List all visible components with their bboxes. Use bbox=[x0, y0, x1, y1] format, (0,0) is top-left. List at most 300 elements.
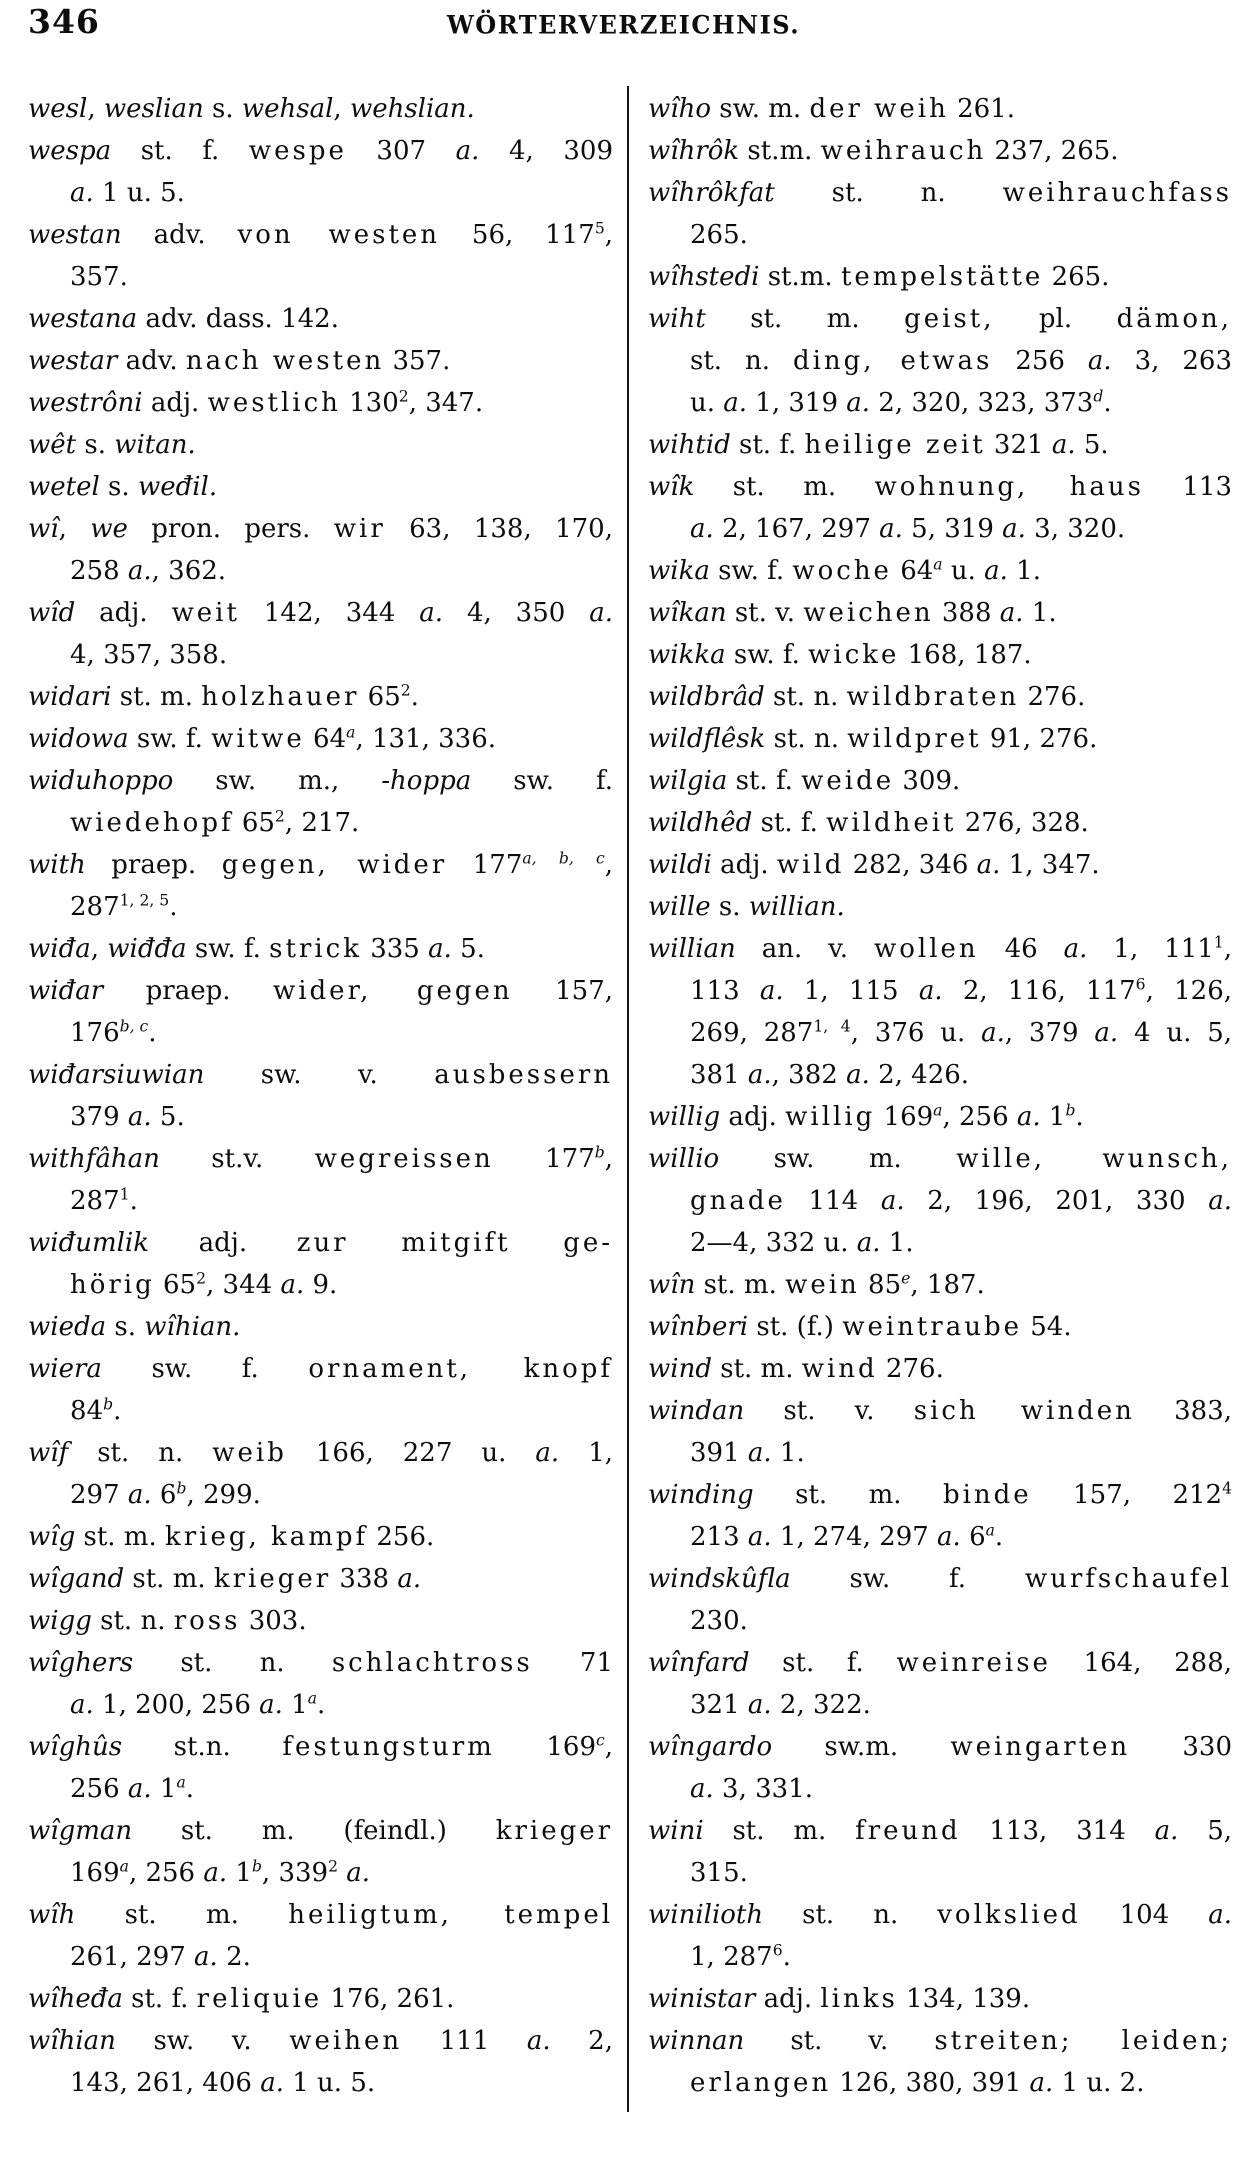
dictionary-entry bbox=[648, 466, 1232, 550]
entry-line bbox=[648, 1558, 1232, 1600]
gloss-spaced-text: ding, etwas bbox=[792, 346, 993, 376]
text-run: 256 bbox=[70, 1774, 128, 1804]
text-run: 4, 350 bbox=[443, 598, 590, 628]
text-run: s. bbox=[710, 892, 749, 922]
reference-superscript: c bbox=[596, 1731, 605, 1750]
text-run: 1 bbox=[151, 1774, 177, 1804]
text-run: 6 bbox=[151, 1480, 177, 1510]
headword: wîghûs bbox=[28, 1732, 123, 1762]
headword: a. bbox=[259, 1690, 283, 1720]
headword: a. bbox=[260, 2068, 284, 2098]
entry-line bbox=[28, 1684, 613, 1726]
reference-superscript: 2 bbox=[328, 1857, 338, 1876]
text-run: , bbox=[90, 934, 108, 964]
headword: a. bbox=[880, 1186, 905, 1216]
gloss-spaced-text: volkslied bbox=[937, 1900, 1081, 1930]
dictionary-entry bbox=[648, 592, 1232, 634]
text-run: s. bbox=[106, 1312, 145, 1342]
gloss-spaced-text: wildpret bbox=[847, 724, 982, 754]
headword: a. bbox=[918, 976, 943, 1006]
text-run: 157, 212 bbox=[1031, 1480, 1223, 1510]
dictionary-entry bbox=[648, 928, 1232, 1096]
entry-line bbox=[648, 1054, 1232, 1096]
headword: widowa bbox=[28, 724, 129, 754]
text-run: adj. bbox=[149, 1228, 297, 1258]
entry-line bbox=[28, 1264, 613, 1306]
text-run: pl. bbox=[994, 304, 1117, 334]
gloss-spaced-text: woche bbox=[792, 556, 892, 586]
text-run: 176, 261. bbox=[322, 1984, 455, 2014]
dictionary-entry bbox=[28, 214, 613, 298]
text-run: st. n. bbox=[764, 682, 847, 712]
text-run: 338 bbox=[331, 1564, 398, 1594]
headword: wiđar bbox=[28, 976, 104, 1006]
dictionary-entry bbox=[28, 1810, 613, 1894]
text-run: 4 u. 5, bbox=[1118, 1018, 1232, 1048]
text-run: sw. m., bbox=[173, 766, 382, 796]
text-run: pron. pers. bbox=[127, 514, 334, 544]
gloss-spaced-text: nach westen bbox=[185, 346, 385, 376]
text-run: 54. bbox=[1021, 1312, 1072, 1342]
dictionary-entry bbox=[28, 424, 613, 466]
gloss-spaced-text: geist, bbox=[904, 304, 995, 334]
text-run: st. n. bbox=[133, 1648, 332, 1678]
entry-line bbox=[28, 1138, 613, 1180]
gloss-spaced-text: gegen, wider bbox=[221, 850, 448, 880]
entry-line bbox=[28, 2020, 613, 2062]
dictionary-entry bbox=[648, 1894, 1232, 1978]
text-run: st. f. bbox=[752, 808, 827, 838]
dictionary-entry bbox=[28, 1726, 613, 1810]
headword: wiera bbox=[28, 1354, 102, 1384]
text-run: . bbox=[1103, 388, 1112, 418]
entry-line bbox=[28, 424, 613, 466]
entry-line bbox=[28, 1894, 613, 1936]
headword: wehslian. bbox=[349, 94, 475, 124]
text-run: 330 bbox=[1130, 1732, 1232, 1762]
text-run: st. m. bbox=[703, 1816, 856, 1846]
text-run: st. f. bbox=[111, 136, 249, 166]
gloss-spaced-text: dämon, bbox=[1116, 304, 1232, 334]
text-run: 5, 319 bbox=[902, 514, 1003, 544]
gloss-spaced-text: wicke bbox=[808, 640, 900, 670]
entry-line bbox=[28, 1222, 613, 1264]
dictionary-entry bbox=[648, 1558, 1232, 1642]
headword: wîh bbox=[28, 1900, 76, 1930]
dictionary-entry bbox=[648, 1810, 1232, 1894]
headword: wildhêd bbox=[648, 808, 753, 838]
headword: a. bbox=[999, 598, 1024, 628]
text-run: 64 bbox=[891, 556, 934, 586]
headword: wîgand bbox=[28, 1564, 125, 1594]
headword: a. bbox=[1016, 1102, 1041, 1132]
gloss-spaced-text: wegreissen bbox=[314, 1144, 494, 1174]
gloss-spaced-text: weichen bbox=[803, 598, 934, 628]
headword: a. bbox=[1087, 346, 1112, 376]
entry-line bbox=[28, 592, 613, 634]
text-run: u. bbox=[942, 556, 985, 586]
gloss-spaced-text: binde bbox=[942, 1480, 1032, 1510]
gloss-spaced-text: von westen bbox=[237, 220, 440, 250]
entry-line bbox=[648, 298, 1232, 340]
dictionary-entry bbox=[648, 802, 1232, 844]
headword: a. bbox=[690, 514, 714, 544]
gloss-spaced-text: tempelstätte bbox=[840, 262, 1044, 292]
entry-line bbox=[648, 718, 1232, 760]
text-run: sw. m. bbox=[719, 1144, 957, 1174]
text-run: sw. v. bbox=[204, 1060, 435, 1090]
text-run: , 339 bbox=[261, 1858, 329, 1888]
reference-superscript: a bbox=[346, 723, 356, 742]
reference-superscript: 6 bbox=[1135, 975, 1146, 994]
headword: weslian bbox=[103, 94, 204, 124]
dictionary-entry bbox=[648, 2020, 1232, 2104]
text-run: 6 bbox=[960, 1522, 986, 1552]
text-run: , 256 bbox=[942, 1102, 1017, 1132]
reference-superscript: 1, 2, 5 bbox=[119, 891, 170, 910]
entry-line bbox=[648, 424, 1232, 466]
headword: wildi bbox=[648, 850, 712, 880]
headword: a. bbox=[280, 1270, 305, 1300]
entry-line bbox=[648, 676, 1232, 718]
headword: wiđđa bbox=[107, 934, 187, 964]
text-run: 1, 200, 256 bbox=[93, 1690, 260, 1720]
text-run: , 379 bbox=[1004, 1018, 1095, 1048]
text-run: st. v. bbox=[726, 598, 804, 628]
entry-line bbox=[28, 298, 613, 340]
text-run: 5. bbox=[151, 1102, 185, 1132]
dictionary-entry bbox=[648, 1306, 1232, 1348]
headword: wîhian bbox=[28, 2026, 116, 2056]
entry-line bbox=[28, 1348, 613, 1390]
entry-line bbox=[648, 256, 1232, 298]
headword: a. bbox=[981, 1018, 1005, 1048]
headword: a. bbox=[723, 388, 748, 418]
text-run: 282, 346 bbox=[844, 850, 977, 880]
entry-line bbox=[28, 1306, 613, 1348]
text-run: 265. bbox=[690, 220, 748, 250]
dictionary-entry bbox=[28, 592, 613, 676]
dictionary-entry bbox=[28, 2020, 613, 2104]
text-run: 177 bbox=[493, 1144, 595, 1174]
entry-line bbox=[648, 1978, 1232, 2020]
entry-line bbox=[648, 214, 1232, 256]
entry-line bbox=[28, 1096, 613, 1138]
headword: a. bbox=[535, 1438, 560, 1468]
text-run: 142, 344 bbox=[239, 598, 420, 628]
text-run: 113, 314 bbox=[960, 1816, 1155, 1846]
gloss-spaced-text: freund bbox=[855, 1816, 961, 1846]
reference-superscript: a bbox=[176, 1773, 186, 1792]
text-run: 2, 196, 201, 330 bbox=[904, 1186, 1209, 1216]
text-run: 4, 309 bbox=[479, 136, 613, 166]
entry-line bbox=[28, 634, 613, 676]
text-run: adv. dass. 142. bbox=[137, 304, 339, 334]
text-run: , 362. bbox=[151, 556, 227, 586]
reference-superscript: 1 bbox=[1213, 933, 1224, 952]
text-run: , 256 bbox=[128, 1858, 204, 1888]
dictionary-entry bbox=[28, 760, 613, 844]
text-run: sw. f. bbox=[186, 934, 270, 964]
text-run: 287 bbox=[70, 1186, 120, 1216]
text-run: 256 bbox=[992, 346, 1088, 376]
text-run: 2. bbox=[217, 1942, 251, 1972]
headword: westan bbox=[28, 220, 122, 250]
text-run: . bbox=[317, 1690, 326, 1720]
reference-superscript: a bbox=[307, 1689, 318, 1708]
text-run: st.n. bbox=[122, 1732, 283, 1762]
text-run: 169 bbox=[70, 1858, 120, 1888]
entry-line bbox=[28, 1516, 613, 1558]
dictionary-entry bbox=[648, 1726, 1232, 1810]
text-run: , bbox=[333, 94, 350, 124]
text-run: u. bbox=[690, 388, 724, 418]
headword: wihtid bbox=[648, 430, 731, 460]
reference-superscript: a, b, c bbox=[522, 849, 605, 868]
reference-superscript: a bbox=[119, 1857, 129, 1876]
entry-line bbox=[28, 970, 613, 1012]
text-run: 65 bbox=[359, 682, 401, 712]
text-run: adj. bbox=[142, 388, 208, 418]
text-run: 1 bbox=[1040, 1102, 1066, 1132]
text-run: 64 bbox=[304, 724, 347, 754]
headword: a. bbox=[1208, 1900, 1232, 1930]
headword: -hoppa bbox=[381, 766, 472, 796]
headword: a. bbox=[1063, 934, 1088, 964]
headword: willio bbox=[648, 1144, 720, 1174]
dictionary-entry bbox=[648, 424, 1232, 466]
entry-line bbox=[28, 1474, 613, 1516]
text-run: 84 bbox=[70, 1396, 104, 1426]
gloss-spaced-text: wider, gegen bbox=[273, 976, 513, 1006]
headword: a. bbox=[747, 1060, 772, 1090]
text-run: , bbox=[604, 220, 613, 250]
gloss-spaced-text: weide bbox=[801, 766, 895, 796]
entry-line bbox=[648, 550, 1232, 592]
headword: willian. bbox=[748, 892, 845, 922]
text-run: , 217. bbox=[284, 808, 360, 838]
text-run: sw. f. bbox=[725, 640, 809, 670]
dictionary-entry bbox=[28, 970, 613, 1054]
headword: wîghers bbox=[28, 1648, 134, 1678]
entry-line bbox=[648, 1684, 1232, 1726]
text-run: 169 bbox=[875, 1102, 934, 1132]
headword: a. bbox=[937, 1522, 961, 1552]
headword: westar bbox=[28, 346, 118, 376]
entry-line bbox=[648, 382, 1232, 424]
text-run: 1, 115 bbox=[783, 976, 919, 1006]
entry-line bbox=[28, 1852, 613, 1894]
gloss-spaced-text: ornament, knopf bbox=[308, 1354, 613, 1384]
headword: wini bbox=[648, 1816, 704, 1846]
text-run: 261. bbox=[948, 94, 1015, 124]
text-run: 258 bbox=[70, 556, 128, 586]
column-divider-rule bbox=[627, 86, 629, 2112]
text-run: 307 bbox=[346, 136, 456, 166]
text-run: , bbox=[604, 850, 613, 880]
text-run: sw. f. bbox=[709, 556, 793, 586]
dictionary-entry bbox=[648, 634, 1232, 676]
entry-line bbox=[28, 1054, 613, 1096]
entry-line bbox=[648, 1600, 1232, 1642]
gloss-spaced-text: hörig bbox=[70, 1270, 155, 1300]
headword: a. bbox=[127, 1480, 152, 1510]
text-run: 213 bbox=[690, 1522, 748, 1552]
text-run: 164, 288, bbox=[1050, 1648, 1232, 1678]
headword: wind bbox=[648, 1354, 712, 1384]
gloss-spaced-text: ross bbox=[173, 1606, 241, 1636]
entry-line bbox=[648, 88, 1232, 130]
text-run: , 187. bbox=[910, 1270, 985, 1300]
text-run: , bbox=[87, 94, 104, 124]
text-run: , 347. bbox=[408, 388, 484, 418]
text-run: . bbox=[185, 1774, 195, 1804]
reference-superscript: 1 bbox=[119, 1185, 130, 1204]
headword: wesl bbox=[28, 94, 88, 124]
text-run: 381 bbox=[690, 1060, 748, 1090]
text-run: 230. bbox=[690, 1606, 748, 1636]
text-run: sw. f. bbox=[790, 1564, 1025, 1594]
gloss-spaced-text: heilige zeit bbox=[804, 430, 986, 460]
dictionary-entry bbox=[648, 172, 1232, 256]
headword: a. bbox=[984, 556, 1008, 586]
dictionary-entry bbox=[648, 1978, 1232, 2020]
text-run: st. m. bbox=[711, 1354, 802, 1384]
entry-line bbox=[648, 1810, 1232, 1852]
text-run: sw. f. bbox=[128, 724, 212, 754]
text-run: 1. bbox=[1023, 598, 1057, 628]
text-run: s. bbox=[203, 94, 242, 124]
headword: wiht bbox=[648, 304, 706, 334]
entry-line bbox=[28, 886, 613, 928]
headword: weđil. bbox=[137, 472, 218, 502]
dictionary-entry bbox=[648, 886, 1232, 928]
gloss-spaced-text: weinreise bbox=[896, 1648, 1051, 1678]
reference-superscript: 1, 4 bbox=[813, 1017, 851, 1036]
text-run: 1. bbox=[1007, 556, 1041, 586]
text-run: sw. m. bbox=[710, 94, 810, 124]
entry-line bbox=[28, 256, 613, 298]
headword: a. bbox=[428, 934, 452, 964]
entry-line bbox=[648, 508, 1232, 550]
entry-line bbox=[648, 466, 1232, 508]
text-run: adv. bbox=[117, 346, 186, 376]
entry-line bbox=[28, 1978, 613, 2020]
text-run: , bbox=[604, 1732, 613, 1762]
text-run: 315. bbox=[690, 1858, 748, 1888]
entry-line bbox=[28, 130, 613, 172]
dictionary-entry bbox=[648, 1474, 1232, 1558]
gloss-spaced-text: erlangen bbox=[690, 2068, 832, 2098]
text-run: 276. bbox=[877, 1354, 944, 1384]
dictionary-entry bbox=[648, 256, 1232, 298]
text-run: 1 bbox=[282, 1690, 308, 1720]
headword: wehsal bbox=[241, 94, 334, 124]
text-run: 1 bbox=[227, 1858, 252, 1888]
text-run: st. n. bbox=[690, 346, 793, 376]
text-run: . bbox=[1075, 1102, 1084, 1132]
headword: a. bbox=[397, 1564, 422, 1594]
dictionary-entry bbox=[648, 676, 1232, 718]
dictionary-entry bbox=[28, 1348, 613, 1432]
text-run: st. m. bbox=[111, 682, 202, 712]
text-run: st. n. bbox=[91, 1606, 174, 1636]
text-run: 357. bbox=[384, 346, 451, 376]
headword: a. bbox=[1208, 1186, 1232, 1216]
text-run: s. bbox=[99, 472, 138, 502]
text-run: 287 bbox=[70, 892, 120, 922]
headword: wînfard bbox=[648, 1648, 750, 1678]
text-run: 63, 138, 170, bbox=[385, 514, 613, 544]
headword: a. bbox=[194, 1942, 218, 1972]
text-run: , 131, 336. bbox=[355, 724, 497, 754]
text-run: 265. bbox=[1043, 262, 1110, 292]
text-run: . bbox=[169, 892, 178, 922]
headword: wildbrâd bbox=[648, 682, 765, 712]
headword: a. bbox=[879, 514, 903, 544]
headword: wiđarsiuwian bbox=[28, 1060, 205, 1090]
headword: a. bbox=[203, 1858, 228, 1888]
dictionary-entry bbox=[28, 88, 613, 130]
text-run: st. m. bbox=[695, 1270, 786, 1300]
text-run: 166, 227 u. bbox=[286, 1438, 536, 1468]
headword: a. bbox=[759, 976, 784, 1006]
dictionary-entry bbox=[648, 88, 1232, 130]
text-run: 1, 347. bbox=[1000, 850, 1100, 880]
text-run: 1, 111 bbox=[1087, 934, 1214, 964]
entry-line bbox=[648, 1348, 1232, 1390]
entry-line bbox=[28, 172, 613, 214]
reference-superscript: a bbox=[933, 555, 943, 574]
entry-line bbox=[648, 844, 1232, 886]
text-run: praep. bbox=[103, 976, 273, 1006]
text-run: 1. bbox=[771, 1438, 805, 1468]
gloss-spaced-text: strick bbox=[269, 934, 362, 964]
headword: wikka bbox=[648, 640, 726, 670]
text-run: st. v. bbox=[744, 1396, 914, 1426]
headword: a. bbox=[846, 388, 871, 418]
entry-line bbox=[648, 928, 1232, 970]
text-run: st. m. bbox=[694, 472, 875, 502]
headword: a. bbox=[976, 850, 1001, 880]
text-run: 2, 322. bbox=[771, 1690, 871, 1720]
entry-line bbox=[28, 1642, 613, 1684]
headword: wika bbox=[648, 556, 710, 586]
text-run: . bbox=[129, 1186, 138, 1216]
text-run: 5. bbox=[451, 934, 485, 964]
entry-line bbox=[648, 1012, 1232, 1054]
text-run: , 299. bbox=[186, 1480, 261, 1510]
dictionary-entry bbox=[28, 130, 613, 214]
entry-line bbox=[648, 1474, 1232, 1516]
headword: wîg bbox=[28, 1522, 76, 1552]
entry-line bbox=[648, 340, 1232, 382]
gloss-spaced-text: heiligtum, tempel bbox=[288, 1900, 613, 1930]
dictionary-entry bbox=[28, 1306, 613, 1348]
dictionary-entry bbox=[648, 1642, 1232, 1726]
entry-line bbox=[648, 1096, 1232, 1138]
reference-superscript: 2 bbox=[400, 681, 411, 700]
headword: wieda bbox=[28, 1312, 107, 1342]
reference-superscript: e bbox=[901, 1269, 911, 1288]
headword: a. bbox=[526, 2026, 551, 2056]
headword: windan bbox=[648, 1396, 745, 1426]
text-run: adv. bbox=[121, 220, 238, 250]
entry-line bbox=[28, 2062, 613, 2104]
gloss-spaced-text: witwe bbox=[211, 724, 305, 754]
text-run: 321 bbox=[690, 1690, 748, 1720]
gloss-spaced-text: festungsturm bbox=[282, 1732, 495, 1762]
